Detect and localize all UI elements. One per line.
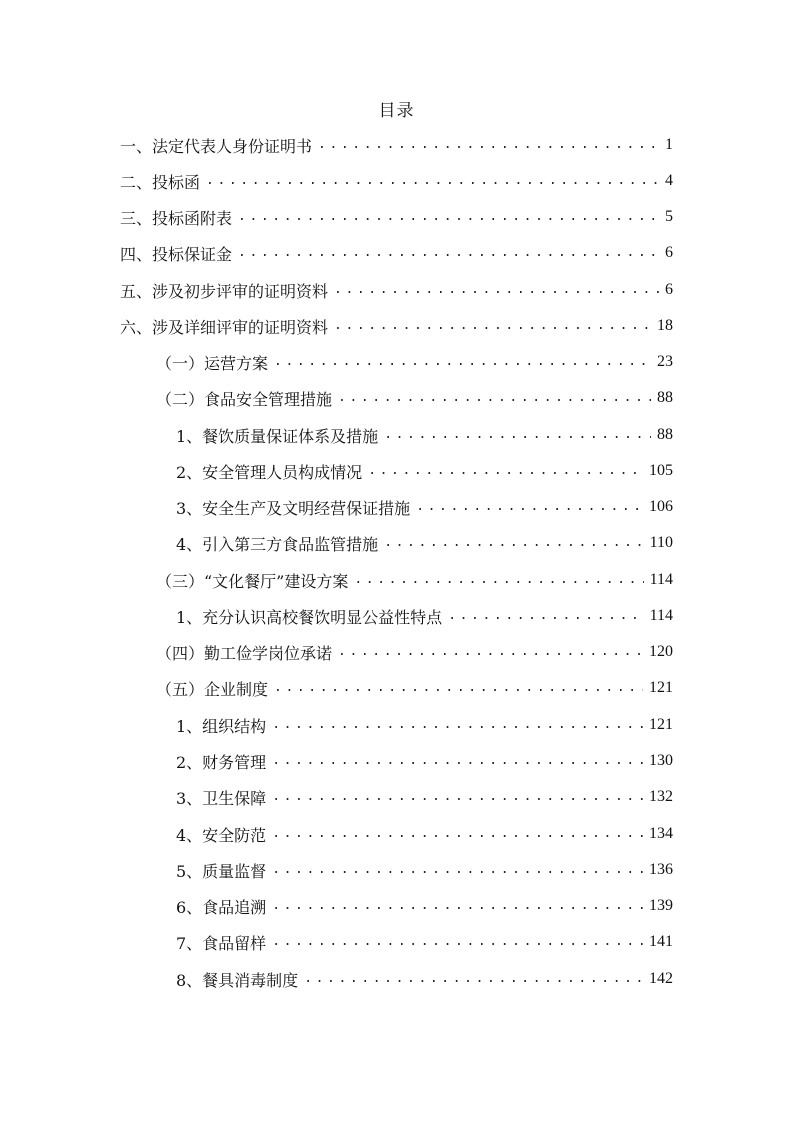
toc-entry-label: 4、安全防范 bbox=[176, 825, 267, 845]
toc-entry-label: 8、餐具消毒制度 bbox=[176, 970, 299, 990]
dot-leader bbox=[416, 497, 643, 517]
toc-entry-label: 6、食品追溯 bbox=[176, 897, 267, 917]
dot-leader bbox=[318, 135, 659, 155]
toc-entry[interactable] bbox=[156, 562, 673, 598]
toc-entry-page-number: 132 bbox=[649, 788, 673, 805]
toc-entry[interactable] bbox=[120, 272, 673, 308]
toc-entry-page-number: 105 bbox=[649, 462, 673, 479]
toc-entry-page-number: 1 bbox=[665, 136, 673, 153]
dot-leader bbox=[304, 969, 643, 989]
dot-leader bbox=[206, 171, 659, 191]
dot-leader bbox=[272, 751, 643, 771]
toc-entry-page-number: 130 bbox=[649, 752, 673, 769]
dot-leader bbox=[338, 642, 643, 662]
toc-entry[interactable] bbox=[176, 924, 673, 960]
toc-entry-label: 4、引入第三方食品监管措施 bbox=[176, 534, 379, 554]
toc-entry-page-number: 23 bbox=[657, 353, 673, 370]
dot-leader bbox=[272, 932, 643, 952]
toc-entry[interactable] bbox=[120, 127, 673, 163]
toc-entry-page-number: 6 bbox=[665, 244, 673, 261]
toc-entry[interactable] bbox=[176, 779, 673, 815]
toc-entry-label: 2、财务管理 bbox=[176, 752, 267, 772]
toc-entry[interactable] bbox=[176, 525, 673, 561]
toc-entry[interactable] bbox=[176, 816, 673, 852]
dot-leader bbox=[274, 352, 651, 372]
dot-leader bbox=[334, 316, 651, 336]
toc-entry-page-number: 4 bbox=[665, 172, 673, 189]
toc-entry-label: （二）食品安全管理措施 bbox=[156, 389, 333, 409]
toc-entry-label: （四）勤工俭学岗位承诺 bbox=[156, 643, 333, 663]
toc-entry-page-number: 6 bbox=[665, 281, 673, 298]
toc-entry-page-number: 136 bbox=[649, 861, 673, 878]
toc-entry-page-number: 134 bbox=[649, 825, 673, 842]
toc-entry-label: 三、投标函附表 bbox=[120, 208, 233, 228]
toc-entry-page-number: 88 bbox=[657, 426, 673, 443]
toc-entry-label: 3、卫生保障 bbox=[176, 788, 267, 808]
dot-leader bbox=[368, 461, 643, 481]
toc-title: 目录 bbox=[378, 101, 415, 121]
toc-entry[interactable] bbox=[120, 163, 673, 199]
dot-leader bbox=[238, 207, 659, 227]
toc-entry[interactable] bbox=[176, 888, 673, 924]
toc-entry[interactable] bbox=[176, 961, 673, 997]
toc-entry[interactable] bbox=[176, 489, 673, 525]
dot-leader bbox=[354, 570, 643, 590]
toc-entry[interactable] bbox=[176, 743, 673, 779]
toc-entry-page-number: 5 bbox=[665, 208, 673, 225]
toc-entry-label: 7、食品留样 bbox=[176, 933, 267, 953]
toc-entry-page-number: 110 bbox=[649, 534, 673, 551]
toc-entry-label: （三）“文化餐厅”建设方案 bbox=[156, 571, 349, 591]
toc-entry[interactable] bbox=[176, 417, 673, 453]
toc-entry-page-number: 121 bbox=[649, 716, 673, 733]
toc-entry[interactable] bbox=[156, 634, 673, 670]
toc-entry[interactable] bbox=[120, 308, 673, 344]
dot-leader bbox=[272, 715, 643, 735]
toc-entry[interactable] bbox=[176, 598, 673, 634]
dot-leader bbox=[272, 824, 643, 844]
toc-entry[interactable] bbox=[176, 707, 673, 743]
toc-entry-label: （一）运营方案 bbox=[156, 353, 269, 373]
toc-entry-label: 六、涉及详细评审的证明资料 bbox=[120, 317, 329, 337]
dot-leader bbox=[384, 533, 643, 553]
toc-entry[interactable] bbox=[156, 670, 673, 706]
dot-leader bbox=[272, 860, 643, 880]
toc-entry[interactable] bbox=[156, 344, 673, 380]
toc-entry[interactable] bbox=[176, 453, 673, 489]
toc-entry-label: 1、组织结构 bbox=[176, 716, 267, 736]
toc-entry[interactable] bbox=[120, 199, 673, 235]
toc-entry-page-number: 120 bbox=[649, 643, 673, 660]
toc-entry[interactable] bbox=[120, 235, 673, 271]
toc-entry-page-number: 114 bbox=[649, 607, 673, 624]
toc-entry-label: 一、法定代表人身份证明书 bbox=[120, 136, 313, 156]
toc-entry-page-number: 114 bbox=[649, 571, 673, 588]
toc-entry-label: 1、餐饮质量保证体系及措施 bbox=[176, 426, 379, 446]
dot-leader bbox=[338, 388, 651, 408]
dot-leader bbox=[334, 280, 659, 300]
toc-entry-label: （五）企业制度 bbox=[156, 679, 269, 699]
dot-leader bbox=[272, 896, 643, 916]
dot-leader bbox=[384, 425, 651, 445]
toc-entry-page-number: 18 bbox=[657, 317, 673, 334]
dot-leader bbox=[448, 606, 643, 626]
toc-entry-page-number: 141 bbox=[649, 933, 673, 950]
toc-entry-label: 四、投标保证金 bbox=[120, 244, 233, 264]
toc-entry-label: 3、安全生产及文明经营保证措施 bbox=[176, 498, 411, 518]
toc-entry-label: 2、安全管理人员构成情况 bbox=[176, 462, 363, 482]
toc-entry-page-number: 139 bbox=[649, 897, 673, 914]
dot-leader bbox=[274, 678, 643, 698]
toc-entry[interactable] bbox=[156, 380, 673, 416]
dot-leader bbox=[272, 787, 643, 807]
toc-entry-page-number: 88 bbox=[657, 389, 673, 406]
toc-entry-page-number: 106 bbox=[649, 498, 673, 515]
toc-entry-label: 二、投标函 bbox=[120, 172, 201, 192]
toc-entry-label: 五、涉及初步评审的证明资料 bbox=[120, 281, 329, 301]
toc-entry-label: 1、充分认识高校餐饮明显公益性特点 bbox=[176, 607, 443, 627]
toc-entry-page-number: 142 bbox=[649, 970, 673, 987]
toc-entry-label: 5、质量监督 bbox=[176, 861, 267, 881]
toc-entry-page-number: 121 bbox=[649, 679, 673, 696]
dot-leader bbox=[238, 243, 659, 263]
toc-entry[interactable] bbox=[176, 852, 673, 888]
